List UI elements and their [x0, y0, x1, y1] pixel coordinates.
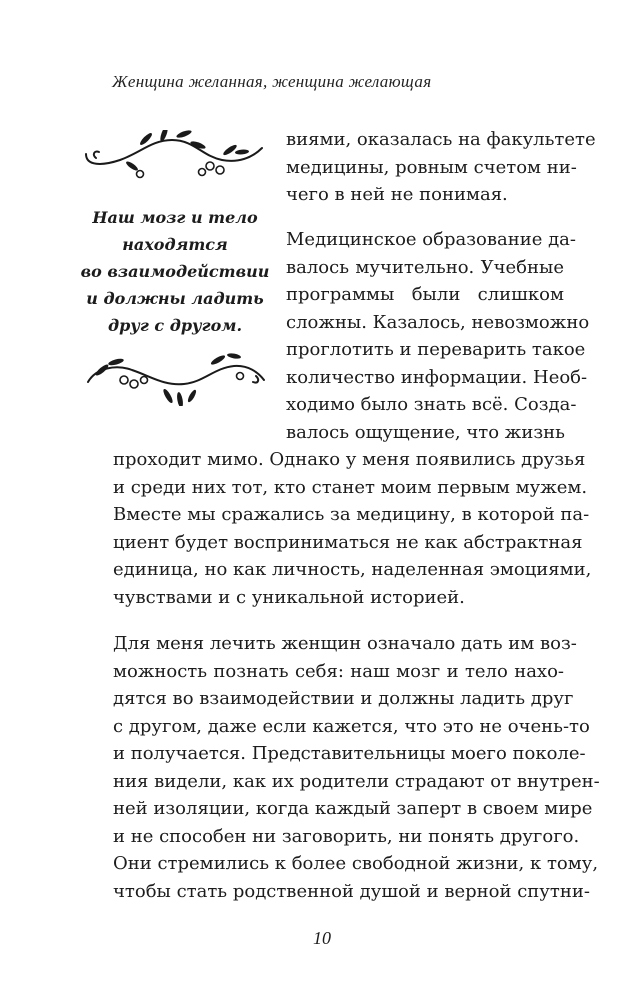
pull-quote-line: друг с другом.	[107, 316, 243, 335]
text-line: чувствами и с уникальной историей.	[113, 586, 465, 608]
text-line: виями, оказалась на факультете	[286, 129, 596, 150]
running-head: Женщина желанная, женщина желающая	[112, 72, 432, 91]
floral-ornament-bottom	[80, 342, 270, 406]
text-line: валось мучительно. Учебные	[286, 256, 564, 278]
page-number: 10	[313, 928, 331, 948]
text-line: ходимо было знать всё. Созда-	[286, 394, 577, 415]
text-line: Медицинское образование да-	[286, 229, 576, 250]
paragraph-treating-women	[113, 630, 600, 905]
text-line: и среди них тот, кто станет моим первым мужем.	[113, 476, 588, 498]
floral-branch-icon	[80, 130, 270, 194]
text-line: и получается. Представительницы моего поколе-	[113, 743, 586, 764]
text-line: можность познать себя: наш мозг и тело нахо-	[113, 660, 564, 682]
text-line: количество информации. Необ-	[286, 366, 588, 388]
text-line: Для меня лечить женщин означало дать им воз-	[113, 633, 577, 654]
floral-branch-icon	[80, 342, 270, 406]
text-line: циент будет восприниматься не как абстрактная	[113, 531, 583, 553]
pull-quote-line: находятся	[122, 235, 228, 254]
pull-quote-line: Наш мозг и тело	[92, 208, 258, 227]
text-line: ния видели, как их родители страдают от внутрен-	[113, 770, 600, 792]
text-line: валось ощущение, что жизнь	[286, 421, 565, 443]
text-line: сложны. Казалось, невозможно	[286, 311, 590, 333]
text-line: единица, но как личность, наделенная эмоциями,	[113, 559, 592, 580]
text-line: Они стремились к более свободной жизни, к тому,	[113, 853, 599, 874]
text-line: с другом, даже если кажется, что это не очень-то	[113, 715, 590, 737]
text-line: ней изоляции, когда каждый заперт в своем мире	[113, 798, 593, 819]
text-line: чего в ней не понимая.	[286, 184, 508, 205]
text-line: и не способен ни заговорить, ни понять другого.	[113, 825, 580, 847]
floral-ornament-top	[80, 130, 270, 194]
paragraph-medical-education	[286, 226, 590, 446]
pull-quote-line: во взаимодействии	[80, 262, 270, 281]
pull-quote-line: и должны ладить	[86, 289, 264, 308]
text-line: чтобы стать родственной душой и верной спутни-	[113, 880, 590, 902]
paragraph-continuation	[286, 126, 596, 209]
text-line: Вместе мы сражались за медицину, в которой па-	[113, 504, 590, 525]
text-line: программы были слишком	[286, 284, 564, 305]
pull-quote	[80, 204, 270, 339]
text-line: медицины, ровным счетом ни-	[286, 156, 577, 178]
text-line: проглотить и переварить такое	[286, 339, 586, 360]
text-line: проходит мимо. Однако у меня появились друзья	[113, 449, 586, 470]
paragraph-medical-education-continued	[113, 446, 592, 611]
text-line: дятся во взаимодействии и должны ладить друг	[113, 688, 574, 709]
